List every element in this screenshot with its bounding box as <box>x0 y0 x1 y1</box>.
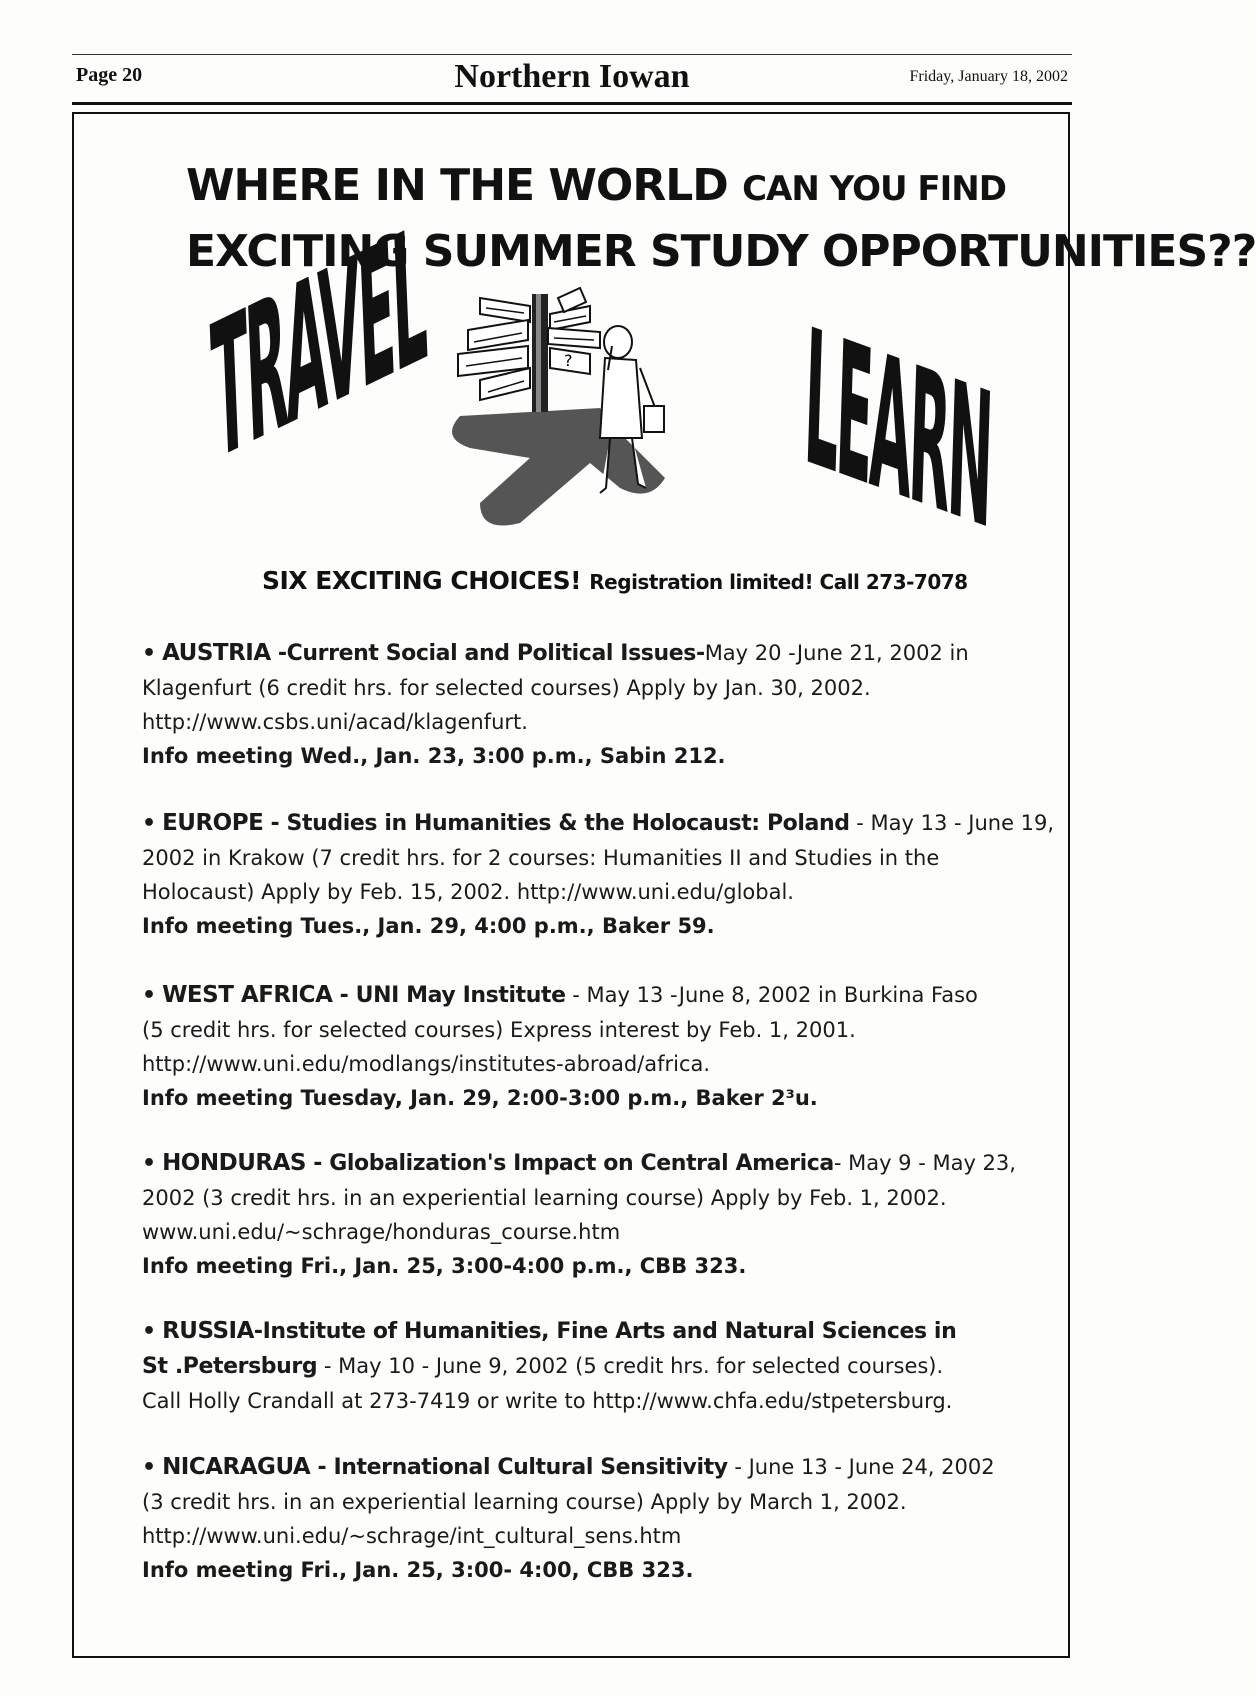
masthead <box>72 54 1072 104</box>
program-info-meeting: Info meeting Tuesday, Jan. 29, 2:00-3:00 p.m., Baker 2³u. <box>142 1086 818 1110</box>
program-title: UNI May Institute <box>355 983 566 1008</box>
bullet: • <box>142 1319 157 1344</box>
program-dates: - May 13 -June 8, 2002 in Burkina Faso <box>565 983 978 1007</box>
program-url: Holocaust) Apply by Feb. 15, 2002. http://www.uni.edu/global. <box>142 880 794 904</box>
masthead-top-rule <box>72 54 1072 55</box>
program-dates: - June 13 - June 24, 2002 <box>727 1455 995 1479</box>
program-separator: - <box>332 983 356 1008</box>
program-destination: AUSTRIA <box>162 640 271 666</box>
program-destination: RUSSIA <box>162 1318 254 1344</box>
program-info-meeting: Info meeting Fri., Jan. 25, 3:00-4:00 p.m., CBB 323. <box>142 1254 747 1278</box>
issue-date: Friday, January 18, 2002 <box>909 68 1068 85</box>
program-contact: Call Holly Crandall at 273-7419 or write to http://www.chfa.edu/stpetersburg. <box>142 1389 953 1413</box>
program-line2: 2002 (3 credit hrs. in an experiential learning course) Apply by Feb. 1, 2002. <box>142 1186 947 1210</box>
program-dates: - May 13 - June 19, <box>849 811 1055 835</box>
program-line1 <box>142 1450 1047 1485</box>
program-url: http://www.uni.edu/~schrage/int_cultural_sens.htm <box>142 1524 682 1548</box>
program-dates: May 20 -June 21, 2002 in <box>704 641 969 665</box>
program-line2 <box>142 1349 1047 1384</box>
program-info-meeting: Info meeting Fri., Jan. 25, 3:00- 4:00, CBB 323. <box>142 1558 694 1582</box>
program-dates: - May 10 - June 9, 2002 (5 credit hrs. for selected courses). <box>317 1354 944 1378</box>
travel-word: TRAVEL <box>208 187 429 504</box>
choices-heading: SIX EXCITING CHOICES! <box>262 566 582 595</box>
signpost-pole <box>532 294 548 412</box>
program-line2: (3 credit hrs. in an experiential learning course) Apply by March 1, 2002. <box>142 1490 907 1514</box>
program-honduras <box>142 1146 1047 1283</box>
program-url: http://www.csbs.uni/acad/klagenfurt. <box>142 710 528 734</box>
program-line1 <box>142 1314 1047 1349</box>
program-europe <box>142 806 1055 943</box>
program-info-meeting: Info meeting Wed., Jan. 23, 3:00 p.m., Sabin 212. <box>142 744 726 768</box>
program-russia <box>142 1314 1047 1418</box>
masthead-bottom-rule <box>72 102 1072 105</box>
program-line2: Klagenfurt (6 credit hrs. for selected courses) Apply by Jan. 30, 2002. <box>142 676 871 700</box>
program-separator: - <box>270 641 287 666</box>
program-line2: (5 credit hrs. for selected courses) Express interest by Feb. 1, 2001. <box>142 1018 856 1042</box>
bullet: • <box>142 1455 157 1480</box>
program-destination: NICARAGUA <box>162 1454 311 1480</box>
program-separator: - <box>305 1151 330 1176</box>
program-url: http://www.uni.edu/modlangs/institutes-abroad/africa. <box>142 1052 711 1076</box>
program-line2: 2002 in Krakow (7 credit hrs. for 2 courses: Humanities II and Studies in the <box>142 846 940 870</box>
program-city: St .Petersburg <box>142 1354 318 1379</box>
direction-signs <box>458 288 600 400</box>
bullet: • <box>142 641 157 666</box>
registration-note: Registration limited! Call 273-7078 <box>589 570 968 594</box>
program-separator: - <box>253 1319 263 1344</box>
program-separator: - <box>263 811 287 836</box>
page-number: Page 20 <box>76 64 143 86</box>
program-title: Globalization's Impact on Central America <box>329 1151 834 1176</box>
signpost-traveler-illustration <box>440 288 730 550</box>
headline-part-b: CAN YOU FIND <box>742 169 1006 209</box>
program-west-africa <box>142 978 1047 1115</box>
program-nicaragua <box>142 1450 1047 1587</box>
program-line1 <box>142 978 1047 1013</box>
headline-part-a: WHERE IN THE WORLD <box>186 160 728 211</box>
ad-headline-line2: EXCITING SUMMER STUDY OPPORTUNITIES?? <box>186 226 1256 277</box>
bullet: • <box>142 983 157 1008</box>
ad-headline-line1 <box>186 160 1006 211</box>
program-line1 <box>142 806 1055 841</box>
program-line1 <box>142 636 1047 671</box>
question-mark: ? <box>564 351 573 370</box>
newspaper-title: Northern Iowan <box>454 58 690 95</box>
program-title: Studies in Humanities & the Holocaust: Poland <box>286 811 850 836</box>
program-dates: - May 9 - May 23, <box>833 1151 1016 1175</box>
learn-word: LEARN <box>801 290 994 572</box>
program-line1 <box>142 1146 1047 1181</box>
program-austria <box>142 636 1047 773</box>
program-destination: EUROPE <box>162 810 264 836</box>
bullet: • <box>142 811 157 836</box>
program-title: International Cultural Sensitivity <box>333 1455 728 1480</box>
program-title: Institute of Humanities, Fine Arts and Natural Sciences in <box>262 1319 957 1344</box>
program-destination: HONDURAS <box>162 1150 306 1176</box>
program-url: www.uni.edu/~schrage/honduras_course.htm <box>142 1220 621 1244</box>
program-destination: WEST AFRICA <box>162 982 333 1008</box>
bullet: • <box>142 1151 157 1176</box>
choices-banner <box>262 566 982 595</box>
program-separator: - <box>310 1455 334 1480</box>
program-title: Current Social and Political Issues- <box>286 641 705 666</box>
program-info-meeting: Info meeting Tues., Jan. 29, 4:00 p.m., Baker 59. <box>142 914 715 938</box>
